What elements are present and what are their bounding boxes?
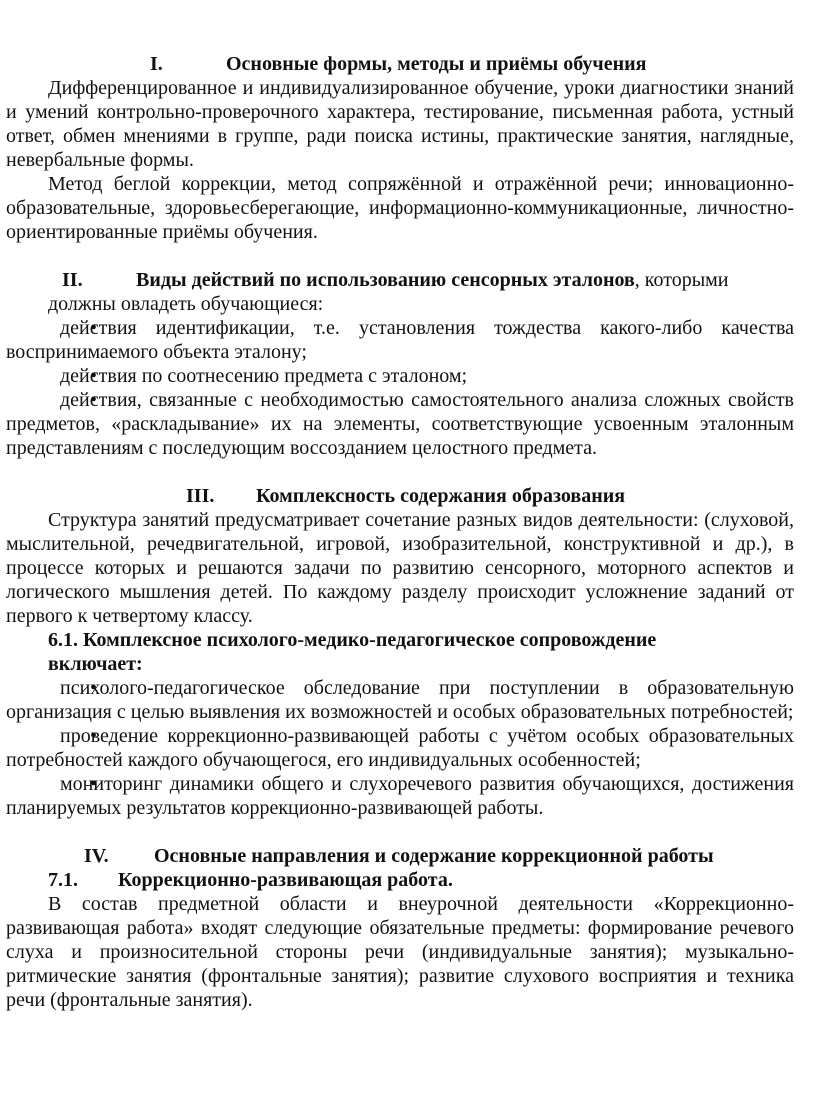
section-3-title: Комплексность содержания образования bbox=[256, 485, 626, 507]
spacer bbox=[6, 820, 794, 844]
section-1-heading bbox=[6, 52, 794, 76]
section-2-title-wrap bbox=[136, 268, 729, 292]
section-3-heading bbox=[6, 484, 794, 508]
section-4-sub-title: Коррекционно-развивающая работа. bbox=[118, 869, 453, 891]
section-1-title: Основные формы, методы и приёмы обучения bbox=[226, 53, 647, 75]
section-2-bullet-3: • действия, связанные с необходимостью самостоятельного анализа сложных свойств предметов, «раскладывание» их на элементы, соответствующие усвоенным эталонным представлениям с последующим воссозданием целостного предмета. bbox=[6, 388, 794, 460]
section-1-number: I. bbox=[150, 53, 163, 75]
section-4-number: IV. bbox=[84, 845, 109, 867]
section-2-bullet-1: • действия идентификации, т.е. установления тождества какого-либо качества воспринимаемого объекта эталону; bbox=[6, 316, 794, 364]
section-1-paragraph-1: Дифференцированное и индивидуализированное обучение, уроки диагностики знаний и умений контрольно-проверочного характера, тестирование, письменная работа, устный ответ, обмен мнениями в группе, ради поиска истины, практические занятия, наглядные, невербальные формы. bbox=[6, 77, 794, 171]
section-4-subheading bbox=[6, 868, 794, 892]
section-1-paragraph-2: Метод беглой коррекции, метод сопряжённой и отражённой речи; инновационно-образовательные, здоровьесберегающие, информационно-коммуникационные, личностно-ориентированные приёмы обучения. bbox=[6, 173, 794, 243]
section-4-heading bbox=[6, 844, 794, 868]
spacer bbox=[6, 460, 794, 484]
section-2-title: Виды действий по использованию сенсорных эталонов bbox=[136, 269, 635, 291]
section-4-title: Основные направления и содержание коррекционной работы bbox=[154, 845, 714, 867]
section-3-subheading: 6.1. Комплексное психолого-медико-педагогическое сопровождение включает: bbox=[48, 629, 657, 675]
section-3-bullet-3: • мониторинг динамики общего и слухоречевого развития обучающихся, достижения планируемых результатов коррекционно-развивающей работы. bbox=[6, 772, 794, 820]
section-3-bullet-2: • проведение коррекционно-развивающей работы с учётом особых образовательных потребностей каждого обучающегося, его индивидуальных особенностей; bbox=[6, 724, 794, 772]
section-3-number: III. bbox=[186, 485, 215, 507]
section-3-paragraph-1: Структура занятий предусматривает сочетание разных видов деятельности: (слуховой, мыслительной, речедвигательной, игровой, изобразительной, конструктивной и др.), в процессе которых и решаются задачи по развитию сенсорного, моторного аспектов и логического мышления детей. По каждому разделу происходит усложнение заданий от первого к четвертому классу. bbox=[6, 509, 794, 627]
section-2-intro: должны овладеть обучающиеся: bbox=[48, 293, 324, 315]
section-4-sub-number: 7.1. bbox=[48, 869, 78, 891]
section-3-bullet-1: • психолого-педагогическое обследование при поступлении в образовательную организация с целью выявления их возможностей и особых образовательных потребностей; bbox=[6, 676, 794, 724]
section-4-paragraph-1: В состав предметной области и внеурочной деятельности «Коррекционно-развивающая работа» входят следующие обязательные предметы: формирование речевого слуха и произносительной стороны речи (индивидуальные занятия); музыкально-ритмические занятия (фронтальные занятия); развитие слухового восприятия и техника речи (фронтальные занятия). bbox=[6, 893, 794, 1011]
section-2-bullet-2: • действия по соотнесению предмета с эталоном; bbox=[6, 364, 794, 388]
section-2-number: II. bbox=[62, 269, 83, 291]
section-2-title-tail: , которыми bbox=[634, 269, 729, 291]
section-2-heading bbox=[6, 268, 794, 292]
spacer bbox=[6, 244, 794, 268]
